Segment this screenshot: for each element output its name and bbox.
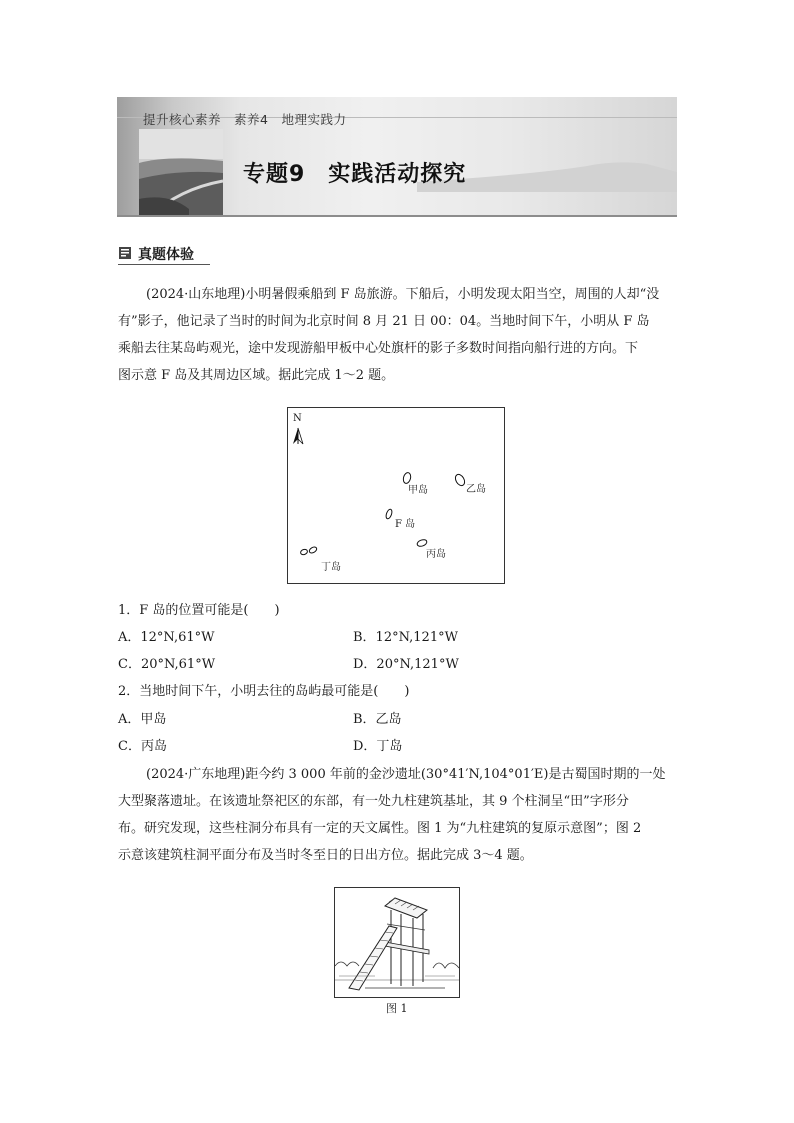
question2-option-d: D．丁岛 xyxy=(353,739,403,754)
passage1-line: 有”影子，他记录了当时的时间为北京时间 8 月 21 日 00：04。当地时间下午，小明从 F 岛 xyxy=(118,314,650,329)
banner-subtitle: 提升核心素养 素养4 地理实践力 xyxy=(143,112,347,127)
banner-rule-bottom xyxy=(117,215,677,217)
north-label: N xyxy=(293,413,302,424)
question1-stem: 1．F 岛的位置可能是( ) xyxy=(118,603,280,618)
passage2-line: 示意该建筑柱洞平面分布及当时冬至日的日出方位。据此完成 3～4 题。 xyxy=(118,848,533,863)
island-label-ding: 丁岛 xyxy=(321,562,341,573)
question1-option-a: A．12°N,61°W xyxy=(118,630,215,645)
passage1-line: 乘船去往某岛屿观光，途中发现游船甲板中心处旗杆的影子多数时间指向船行进的方向。下 xyxy=(118,341,639,356)
passage2-line: 大型聚落遗址。在该遗址祭祀区的东部，有一处九柱建筑基址，其 9 个柱洞呈“田”字形分 xyxy=(118,794,629,809)
section-underline xyxy=(118,264,210,265)
question1-option-d: D．20°N,121°W xyxy=(353,657,459,672)
question2-option-b: B．乙岛 xyxy=(353,712,402,727)
passage2-line: 布。研究发现，这些柱洞分布具有一定的天文属性。图 1 为“九柱建筑的复原示意图”；图 2 xyxy=(118,821,642,836)
passage1-line: (2024·山东地理)小明暑假乘船到 F 岛旅游。下船后，小明发现太阳当空，周围的人却“没 xyxy=(146,287,660,302)
question2-option-a: A．甲岛 xyxy=(118,712,167,727)
island-label-bing: 丙岛 xyxy=(426,549,446,560)
question1-option-c: C．20°N,61°W xyxy=(118,657,216,672)
map-drawing xyxy=(288,408,504,583)
figure1-building-sketch xyxy=(334,887,460,998)
question2-option-c: C．丙岛 xyxy=(118,739,167,754)
island-label-yi: 乙岛 xyxy=(466,484,486,495)
building-drawing xyxy=(335,888,459,997)
figure1-caption: 图 1 xyxy=(386,1002,408,1015)
island-label-f: F 岛 xyxy=(395,519,416,530)
page-title: 专题9 实践活动探究 xyxy=(243,162,467,187)
passage1-line: 图示意 F 岛及其周边区域。据此完成 1～2 题。 xyxy=(118,368,395,383)
island-map xyxy=(287,407,505,584)
section-label: 真题体验 xyxy=(138,247,194,263)
passage2-line: (2024·广东地理)距今约 3 000 年前的金沙遗址(30°41′N,104°01′E)是古蜀国时期的一处 xyxy=(146,767,666,782)
island-label-jia: 甲岛 xyxy=(408,485,428,496)
document-icon xyxy=(118,246,132,260)
question2-stem: 2．当地时间下午，小明去往的岛屿最可能是( ) xyxy=(118,684,410,699)
question1-option-b: B．12°N,121°W xyxy=(353,630,458,645)
landscape-photo xyxy=(139,129,223,217)
